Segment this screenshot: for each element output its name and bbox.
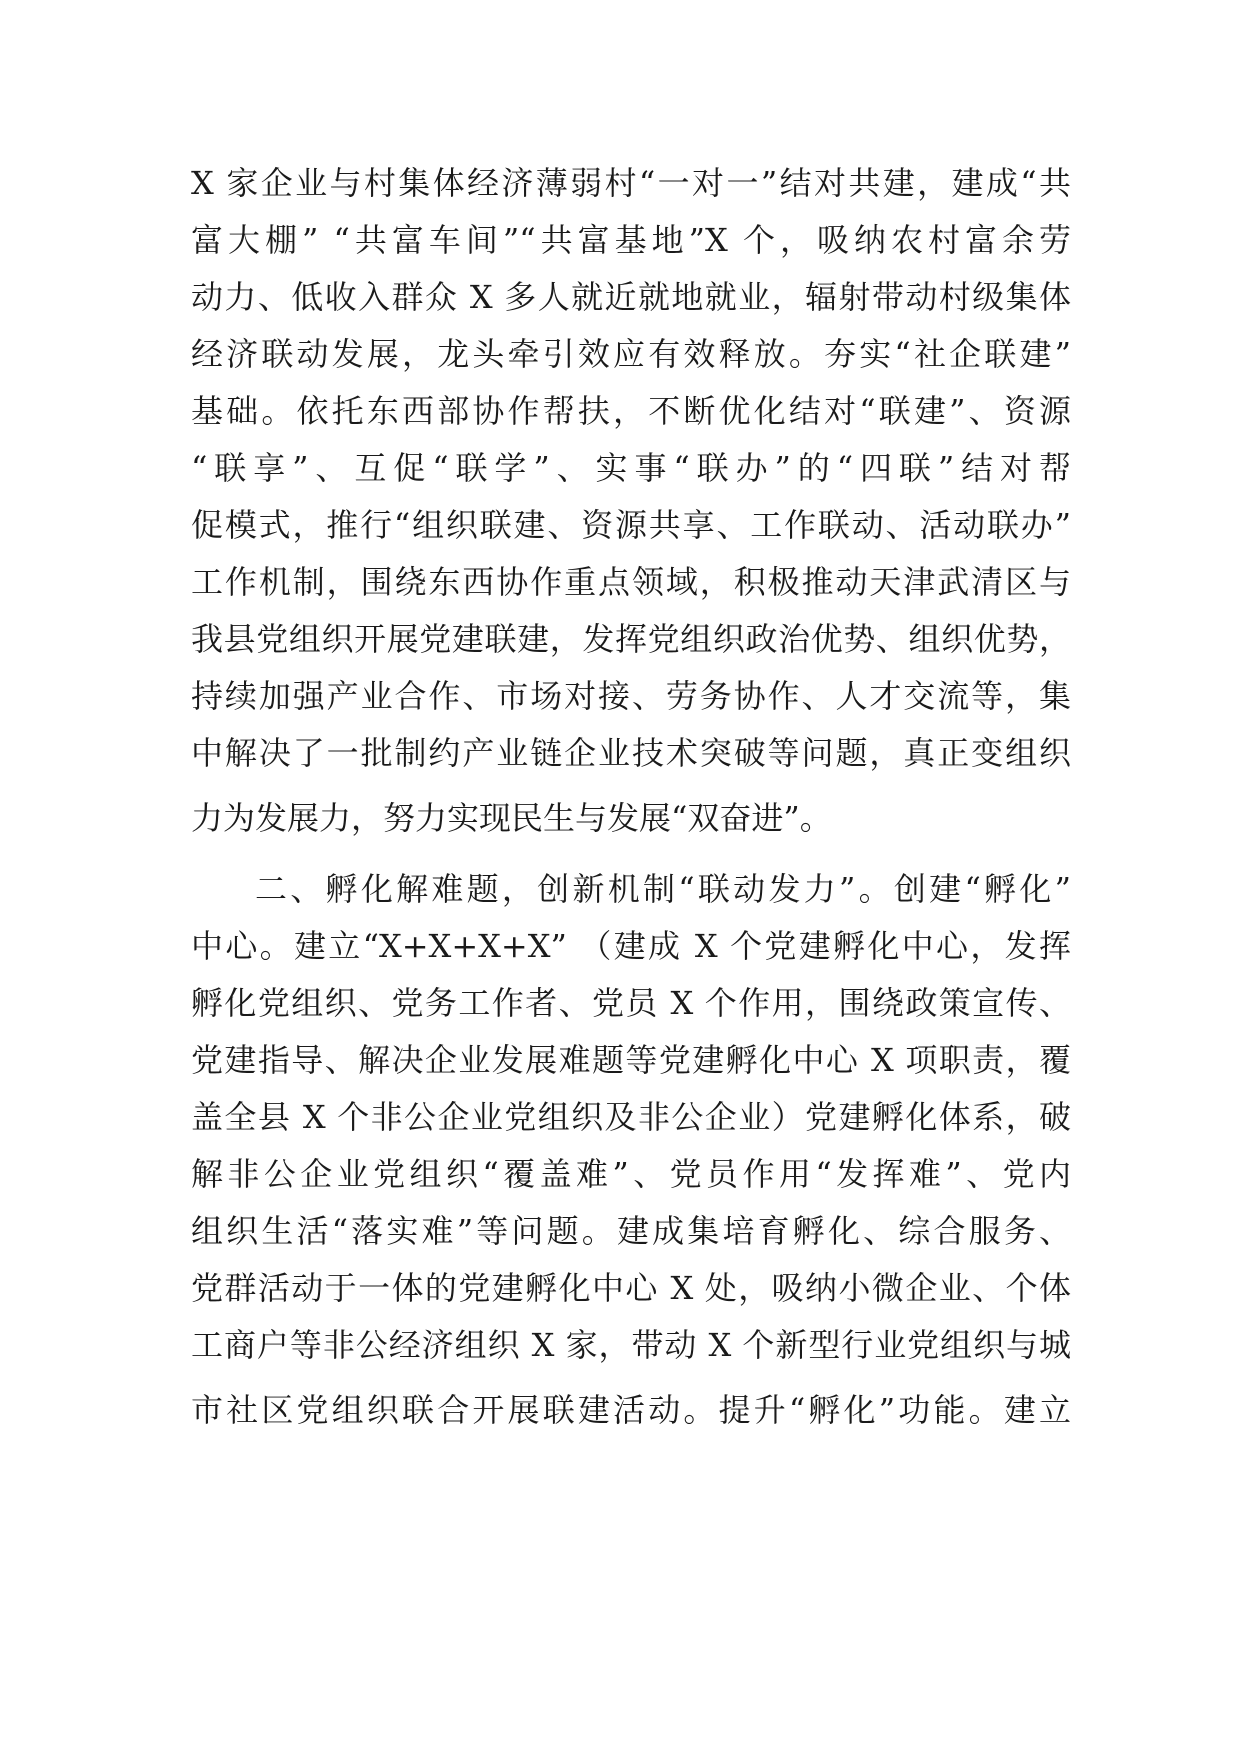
text-line: 市社区党组织联合开展联建活动。提升“孵化”功能。建立 [191,1391,1071,1429]
text-line: 解非公企业党组织“覆盖难”、党员作用“发挥难”、党内 [191,1155,1071,1193]
paragraph-1 [191,155,1071,847]
text-line: 党建指导、解决企业发展难题等党建孵化中心 X 项职责，覆 [191,1041,1071,1079]
paragraph-2 [191,861,1071,1439]
text-line: 工作机制，围绕东西协作重点领域，积极推动天津武清区与 [191,563,1071,601]
text-line: 基础。依托东西部协作帮扶，不断优化结对“联建”、资源 [191,392,1071,430]
text-line: 力为发展力，努力实现民生与发展“双奋进”。 [191,799,832,837]
text-line: 我县党组织开展党建联建，发挥党组织政治优势、组织优势， [191,620,1071,658]
text-line: 工商户等非公经济组织 X 家，带动 X 个新型行业党组织与城 [191,1326,1071,1364]
text-line: 促模式，推行“组织联建、资源共享、工作联动、活动联办” [191,506,1071,544]
text-line: “联享”、互促“联学”、实事“联办”的“四联”结对帮 [191,449,1071,487]
text-line: 持续加强产业合作、市场对接、劳务协作、人才交流等，集 [191,677,1071,715]
text-line: 党群活动于一体的党建孵化中心 X 处，吸纳小微企业、个体 [191,1269,1071,1307]
text-line: 孵化党组织、党务工作者、党员 X 个作用，围绕政策宣传、 [191,984,1071,1022]
text-line: 富大棚” “共富车间”“共富基地”X 个，吸纳农村富余劳 [191,221,1071,259]
text-line: 动力、低收入群众 X 多人就近就地就业，辐射带动村级集体 [191,278,1071,316]
document-body [191,155,1071,1439]
text-line: 盖全县 X 个非公企业党组织及非公企业）党建孵化体系，破 [191,1098,1071,1136]
text-line: 组织生活“落实难”等问题。建成集培育孵化、综合服务、 [191,1212,1071,1250]
text-line: 中解决了一批制约产业链企业技术突破等问题，真正变组织 [191,734,1071,772]
text-line: 二、孵化解难题，创新机制“联动发力”。创建“孵化” [255,870,1071,908]
text-line: X 家企业与村集体经济薄弱村“一对一”结对共建，建成“共 [191,164,1071,202]
text-line: 中心。建立“X+X+X+X” （建成 X 个党建孵化中心，发挥 [191,927,1071,965]
text-line: 经济联动发展，龙头牵引效应有效释放。夯实“社企联建” [191,335,1071,373]
